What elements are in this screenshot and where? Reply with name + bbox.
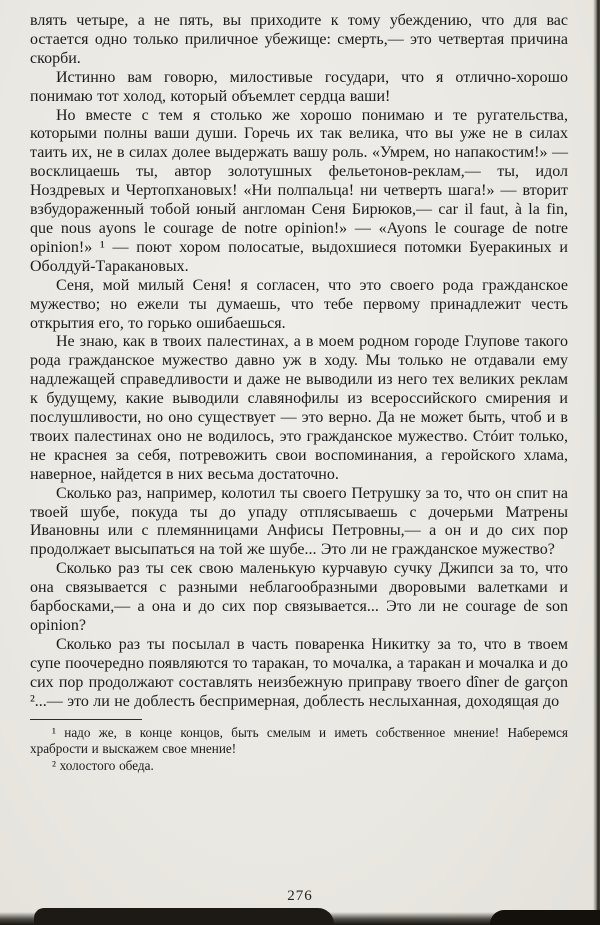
- page-number: 276: [287, 888, 313, 904]
- footnote: ¹ надо же, в конце концов, быть смелым и иметь собственное мнение! Наберемся храбрости и выскажем свое мнение!: [30, 724, 568, 757]
- scan-smudge-bottom-right: [490, 910, 600, 925]
- paragraph: Сколько раз ты сек свою маленькую курчавую сучку Джипси за то, что она связывается с разными неблагообразными дворовыми валетками и барбосками,— а она и до сих пор связывается... Это ли не courage de son opinion?: [30, 560, 568, 634]
- footnote-divider: [30, 719, 142, 720]
- footnotes-block: [30, 725, 568, 775]
- paragraph: Но вместе с тем я столько же хорошо понимаю и те ругательства, которыми полны ваши души. Горечь их так велика, что вы уже не в силах таить их, не в силах долее выдержать вашу роль. «Умрем, но напакостим!» — восклицаешь ты, автор золотушных фельетонов-реклам,— ты, идол Ноздревых и Чертопхановых! «Ни полпальца! ни четверть шага!» — вторит взбудораженный тобой юный англоман Сеня Бирюков,— car il faut, à la fin, que nous ayons le courage de notre opinion!» — «Ayons le courage de notre opinion!» ¹ — поют хором полосатые, выдохшиеся потомки Буеракиных и Оболдуй-Таракановых.: [30, 106, 568, 275]
- scan-edge-right: [593, 0, 600, 925]
- paragraph: Сколько раз ты посылал в часть поваренка Никитку за то, что в твоем супе поочередно появляются то таракан, то мочалка, а таракан и мочалка и до сих пор продолжают составлять неизбежную приправу твоего dîner de garçon ²...— это ли не доблесть беспримерная, доблесть неслыханная, доходящая до: [30, 635, 568, 710]
- page-text-block: [30, 12, 568, 774]
- paragraph: Сколько раз, например, колотил ты своего Петрушку за то, что он спит на твоей шубе, покуда ты до упаду отплясываешь с дочерьми Матрены Ивановны или с племянницами Анфисы Петровны,— а он и до сих пор продолжает высыпаться на той же шубе... Это ли не гражданское мужество?: [30, 484, 568, 559]
- paragraph: Не знаю, как в твоих палестинах, а в моем родном городе Глупове такого рода гражданское мужество давно уж в ходу. Мы только не отдавали ему надлежащей справедливости и даже не выводили из него тех великих реклам к будущему, какие выводили славянофилы из всероссийского смирения и послушливости, но оно существует — это верно. Да не может быть, чтоб и в твоих палестинах оно не водилось, это гражданское мужество. Стóит только, не краснея за себя, потревожить свои воспоминания, а геройского хлама, наверное, найдется в них весьма достаточно.: [30, 333, 568, 483]
- paragraph: влять четыре, а не пять, вы приходите к тому убеждению, что для вас остается одно только приличное убежище: смерть,— это четвертая причина скорби.: [30, 12, 568, 67]
- footnote: ² холостого обеда.: [52, 757, 154, 773]
- scan-smudge-bottom-left: [34, 908, 334, 925]
- paragraph: Истинно вам говорю, милостивые государи, что я отлично-хорошо понимаю тот холод, который объемлет сердца ваши!: [30, 68, 568, 105]
- paragraph: Сеня, мой милый Сеня! я согласен, что это своего рода гражданское мужество; но ежели ты думаешь, что тебе первому принадлежит честь открытия его, то горько ошибаешься.: [30, 276, 568, 332]
